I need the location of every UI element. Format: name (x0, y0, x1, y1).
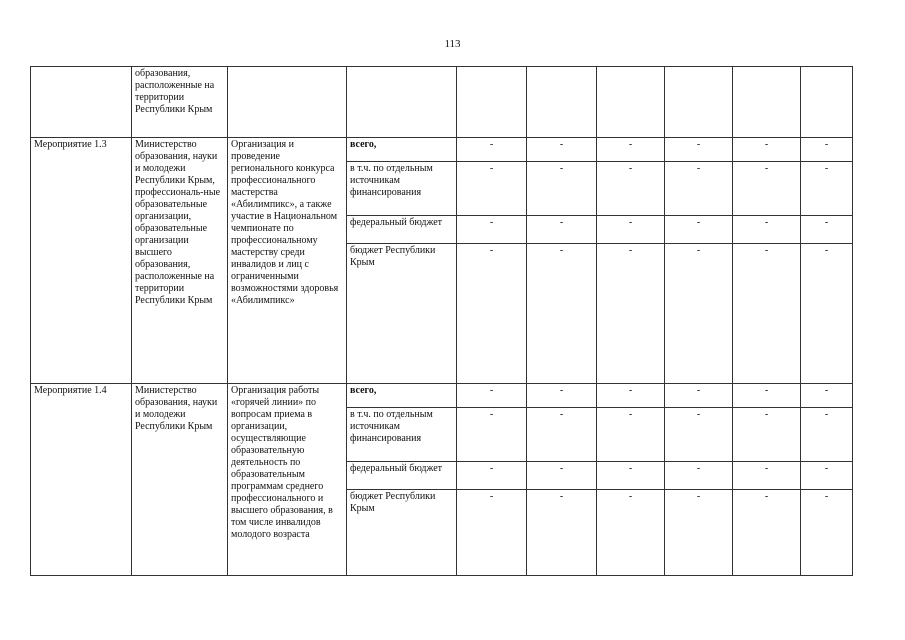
value-cell: - (801, 408, 853, 462)
activity-description: Организация и проведение регионального конкурса профессионального мастерства «Абилимпикс», а также участие в Национальном чемпионате по профессиональному мастерству среди инвалидов и лиц с ограниченными возможностями здоровья «Абилимпикс» (228, 138, 347, 384)
value-cell: - (457, 162, 527, 216)
value-cell (457, 67, 527, 138)
value-cell: - (801, 384, 853, 408)
value-cell: - (801, 216, 853, 244)
value-cell: - (733, 244, 801, 384)
value-cell: - (527, 244, 597, 384)
value-cell: - (665, 162, 733, 216)
activity-executor: Министерство образования, науки и молодежи Республики Крым, профессиональ-ные образовательные организации, образовательные организации высшего образования, расположенные на территории Республики Крым (132, 138, 228, 384)
value-cell: - (665, 490, 733, 576)
value-cell: - (457, 408, 527, 462)
value-cell: - (527, 408, 597, 462)
code-cell (31, 67, 132, 138)
activity-code: Мероприятие 1.3 (31, 138, 132, 384)
value-cell: - (457, 244, 527, 384)
value-cell: - (733, 162, 801, 216)
value-cell: - (665, 462, 733, 490)
activity-executor: Министерство образования, науки и молодежи Республики Крым (132, 384, 228, 576)
value-cell: - (597, 384, 665, 408)
value-cell: - (801, 490, 853, 576)
table-row (31, 138, 853, 162)
executor-cell: образования, расположенные на территории Республики Крым (132, 67, 228, 138)
value-cell: - (801, 138, 853, 162)
value-cell: - (733, 384, 801, 408)
value-cell: - (665, 408, 733, 462)
funding-source-label: бюджет Республики Крым (347, 244, 457, 384)
value-cell: - (597, 490, 665, 576)
value-cell: - (597, 216, 665, 244)
table-row (31, 384, 853, 408)
activity-code: Мероприятие 1.4 (31, 384, 132, 576)
value-cell (597, 67, 665, 138)
value-cell: - (733, 462, 801, 490)
value-cell: - (527, 384, 597, 408)
value-cell: - (527, 462, 597, 490)
value-cell: - (457, 490, 527, 576)
value-cell: - (801, 162, 853, 216)
value-cell: - (597, 244, 665, 384)
value-cell (527, 67, 597, 138)
funding-source-label: федеральный бюджет (347, 216, 457, 244)
value-cell: - (597, 462, 665, 490)
value-cell: - (527, 490, 597, 576)
value-cell: - (801, 244, 853, 384)
value-cell: - (733, 490, 801, 576)
funding-source-label: бюджет Республики Крым (347, 490, 457, 576)
value-cell: - (597, 408, 665, 462)
value-cell: - (457, 138, 527, 162)
value-cell: - (457, 216, 527, 244)
page-number: 113 (444, 38, 461, 50)
value-cell: - (733, 138, 801, 162)
funding-table (30, 66, 853, 576)
value-cell: - (665, 244, 733, 384)
funding-source-cell (347, 67, 457, 138)
funding-source-label: в т.ч. по отдельным источникам финансирования (347, 162, 457, 216)
value-cell: - (733, 216, 801, 244)
value-cell: - (527, 216, 597, 244)
description-cell (228, 67, 347, 138)
value-cell: - (665, 384, 733, 408)
value-cell: - (457, 462, 527, 490)
value-cell: - (527, 162, 597, 216)
value-cell: - (665, 216, 733, 244)
value-cell: - (597, 138, 665, 162)
funding-source-label: всего, (347, 384, 457, 408)
funding-source-label: в т.ч. по отдельным источникам финансирования (347, 408, 457, 462)
value-cell (665, 67, 733, 138)
value-cell: - (801, 462, 853, 490)
value-cell (801, 67, 853, 138)
value-cell: - (733, 408, 801, 462)
value-cell (733, 67, 801, 138)
continuation-row (31, 67, 853, 138)
value-cell: - (457, 384, 527, 408)
value-cell: - (597, 162, 665, 216)
value-cell: - (527, 138, 597, 162)
activity-description: Организация работы «горячей линии» по вопросам приема в организации, осуществляющие образовательную деятельность по образовательным программам среднего профессионального и высшего образования, в том числе инвалидов молодого возраста (228, 384, 347, 576)
value-cell: - (665, 138, 733, 162)
funding-source-label: всего, (347, 138, 457, 162)
funding-source-label: федеральный бюджет (347, 462, 457, 490)
